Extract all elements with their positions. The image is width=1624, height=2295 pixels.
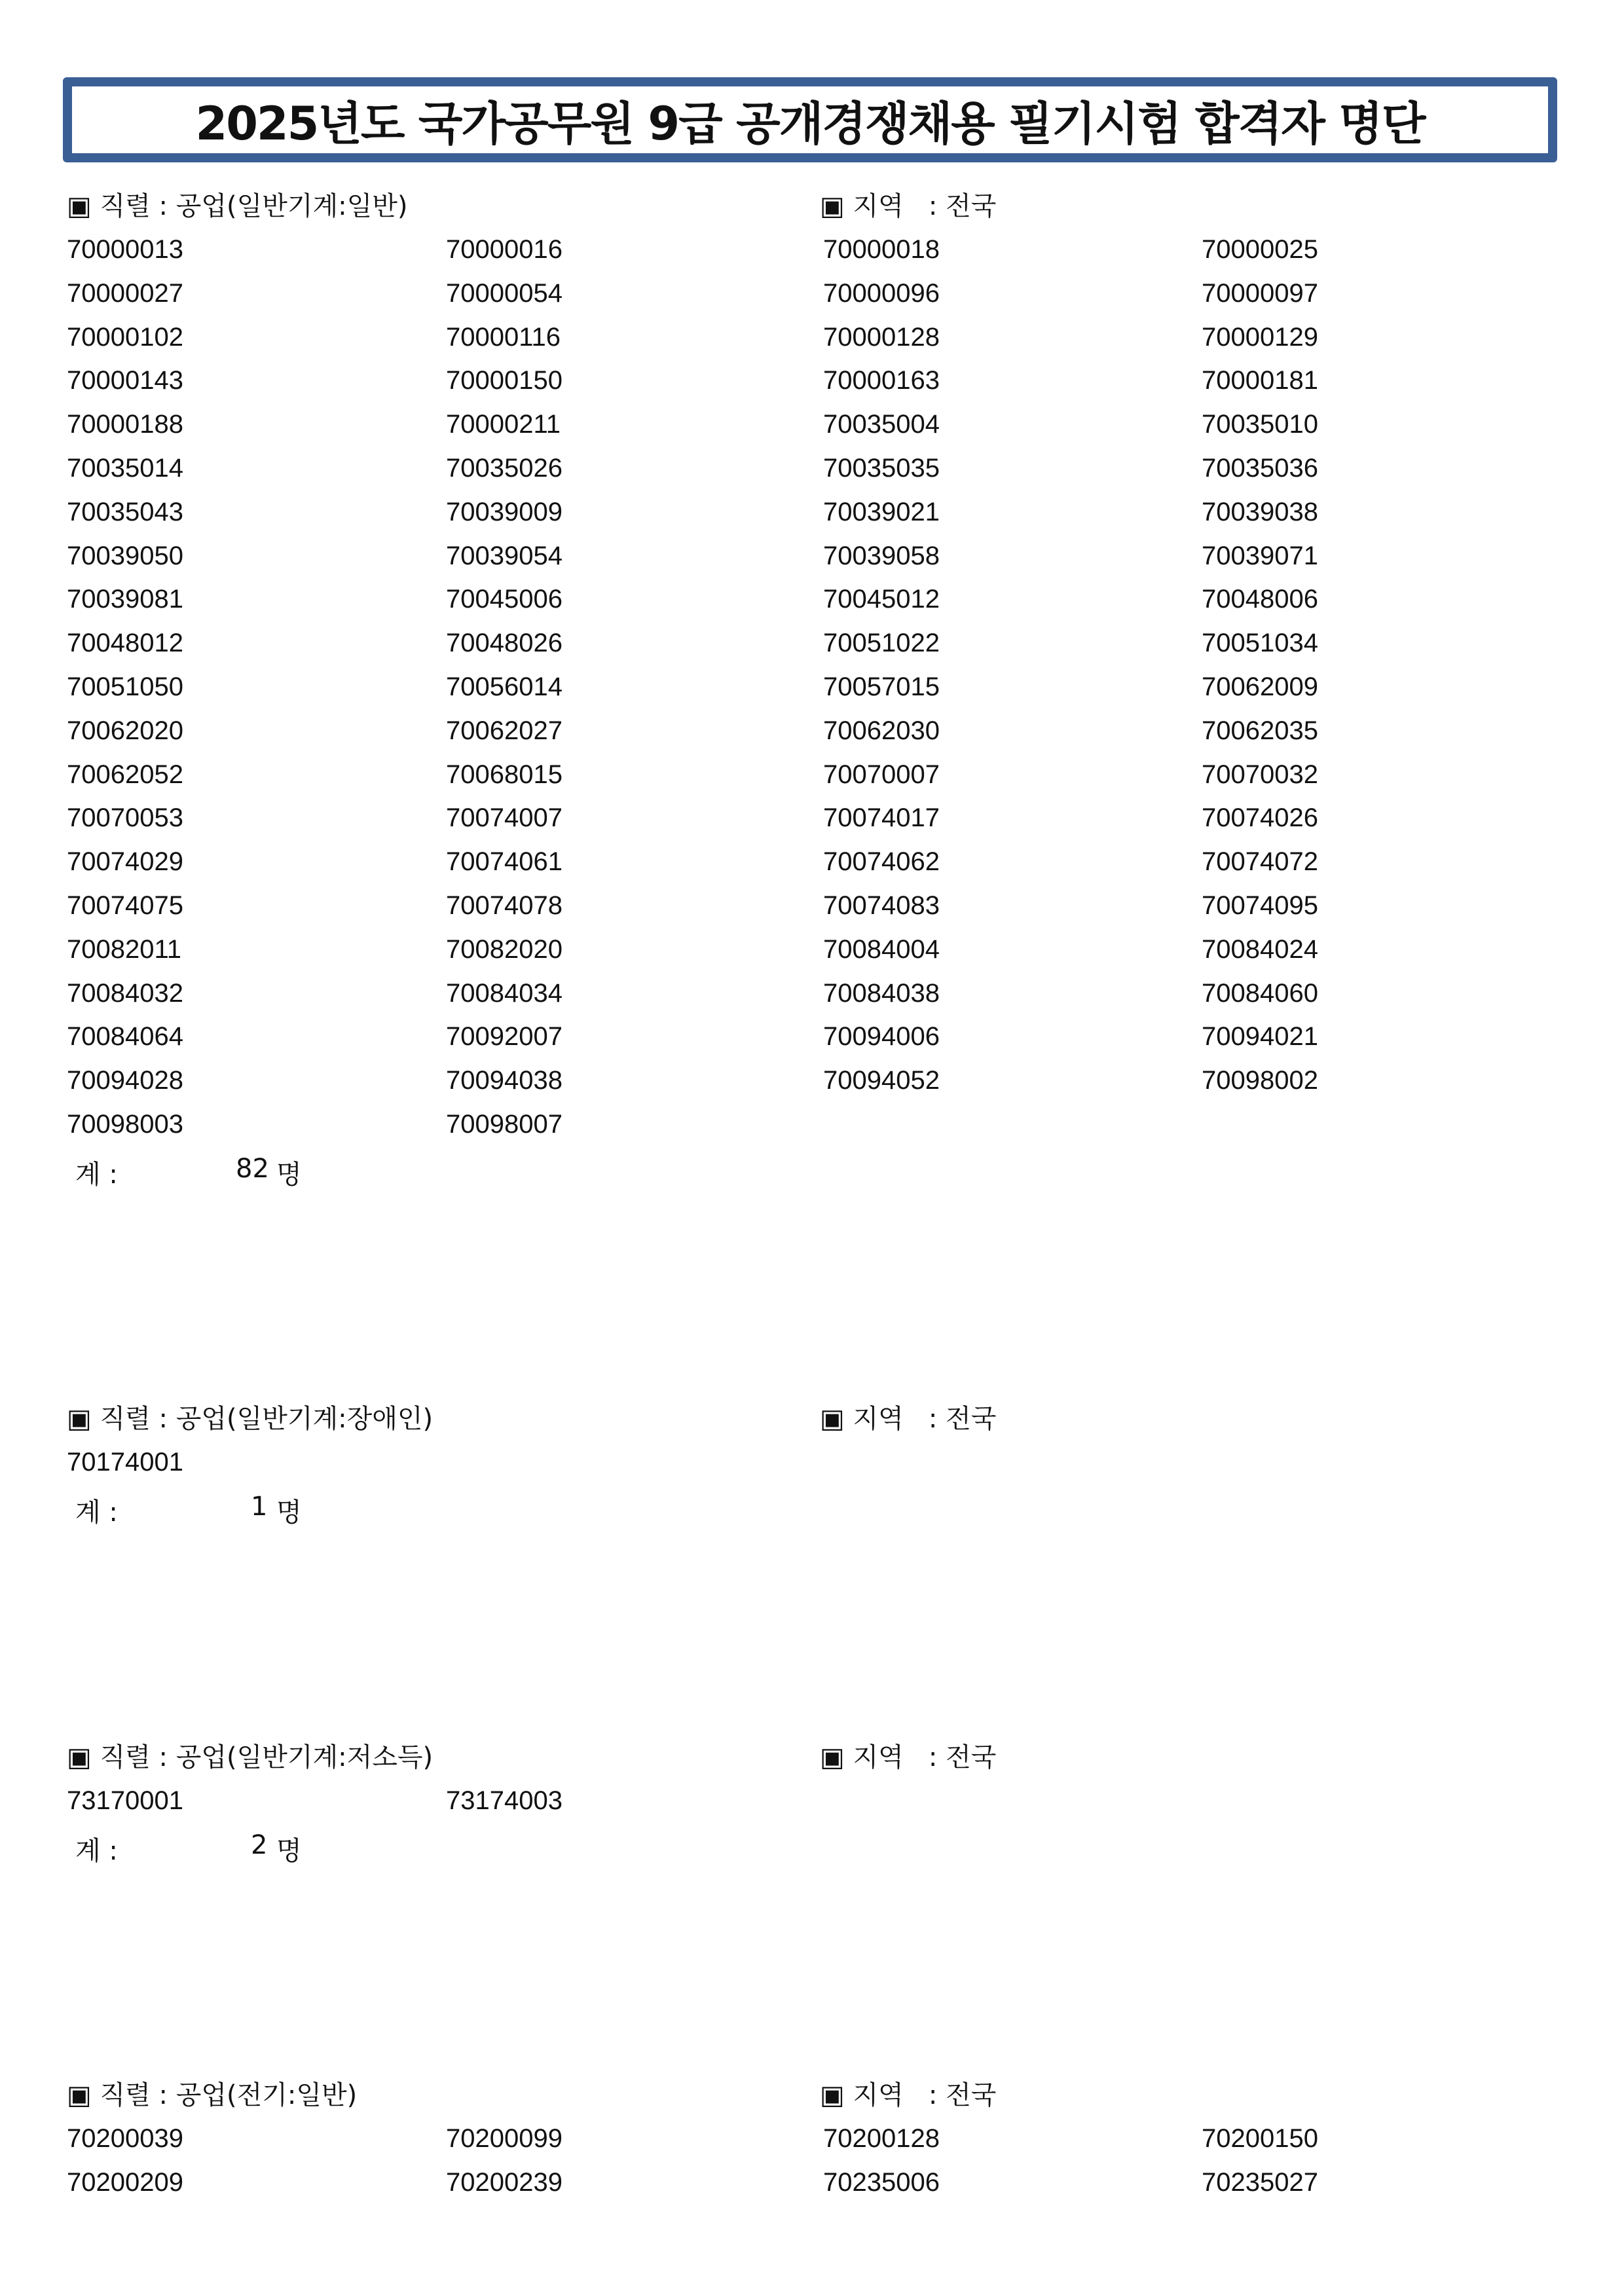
candidate-number: 70062052: [67, 760, 183, 789]
total-count: 1: [251, 1491, 268, 1522]
candidate-number: 70048006: [1202, 585, 1318, 614]
job-category-header: ▣ 직렬 : 공업(전기:일반): [67, 2080, 358, 2110]
job-category-header: ▣ 직렬 : 공업(일반기계:저소득): [67, 1742, 434, 1772]
candidate-number: 70074029: [67, 847, 183, 877]
candidate-number: 70098002: [1202, 1066, 1318, 1095]
candidate-number: 70048012: [67, 629, 183, 658]
candidate-number: 70098003: [67, 1110, 183, 1139]
candidate-number: 70035014: [67, 454, 183, 483]
candidate-number: 70084064: [67, 1022, 183, 1052]
region-header: ▣ 지역 : 전국: [820, 1404, 997, 1434]
candidate-number: 70094028: [67, 1066, 183, 1095]
candidate-number: 70200150: [1202, 2124, 1318, 2153]
candidate-number: 70094021: [1202, 1022, 1318, 1052]
region-header: ▣ 지역 : 전국: [820, 2080, 997, 2110]
candidate-number: 70000097: [1202, 278, 1318, 308]
candidate-number: 70074026: [1202, 803, 1318, 833]
candidate-number: 70051050: [67, 672, 183, 701]
candidate-number: 70074075: [67, 891, 183, 920]
candidate-number: 70051022: [823, 629, 940, 658]
candidate-number: 70035035: [823, 454, 940, 483]
candidate-number: 70094038: [446, 1066, 563, 1095]
candidate-number: 70074078: [446, 891, 563, 920]
candidate-number: 70000163: [823, 366, 940, 395]
candidate-number: 70045012: [823, 585, 940, 614]
candidate-number: 70039038: [1202, 497, 1318, 526]
candidate-number: 70082011: [67, 934, 181, 964]
candidate-number: 70062020: [67, 716, 183, 745]
candidate-number: 70000013: [67, 235, 183, 264]
region-header: ▣ 지역 : 전국: [820, 191, 997, 221]
candidate-number: 70062035: [1202, 716, 1318, 745]
candidate-number: 70200239: [446, 2167, 563, 2197]
candidate-number: 70092007: [446, 1022, 563, 1052]
candidate-number: 70035004: [823, 410, 940, 439]
candidate-number: 70039009: [446, 497, 563, 526]
candidate-number: 70000102: [67, 322, 183, 352]
candidate-number: 70000128: [823, 322, 940, 352]
candidate-number: 70000054: [446, 278, 563, 308]
candidate-number: 70074095: [1202, 891, 1318, 920]
candidate-number: 70000116: [446, 322, 561, 352]
candidate-number: 70200039: [67, 2124, 183, 2153]
candidate-number: 70000129: [1202, 322, 1318, 352]
candidate-number: 70098007: [446, 1110, 563, 1139]
candidate-number: 70084060: [1202, 978, 1318, 1008]
total-unit: 명: [276, 1497, 302, 1528]
candidate-number: 70039021: [823, 497, 940, 526]
candidate-number: 70048026: [446, 629, 563, 658]
candidate-number: 70094006: [823, 1022, 940, 1052]
candidate-number: 70039050: [67, 541, 183, 570]
title-box: [63, 77, 1557, 162]
candidate-number: 70200209: [67, 2167, 183, 2197]
total-label: 계 :: [75, 1497, 118, 1528]
candidate-number: 73170001: [67, 1786, 183, 1815]
candidate-number: 70200128: [823, 2124, 940, 2153]
candidate-number: 70039081: [67, 585, 183, 614]
candidate-number: 70094052: [823, 1066, 940, 1095]
candidate-number: 70235006: [823, 2167, 940, 2197]
total-label: 계 :: [75, 1835, 118, 1866]
candidate-number: 70235027: [1202, 2167, 1318, 2197]
candidate-number: 70000025: [1202, 235, 1318, 264]
candidate-number: 70000150: [446, 366, 563, 395]
job-category-header: ▣ 직렬 : 공업(일반기계:일반): [67, 191, 408, 221]
candidate-number: 70039054: [446, 541, 563, 570]
candidate-number: 70000188: [67, 410, 183, 439]
total-count: 2: [251, 1829, 268, 1860]
candidate-number: 73174003: [446, 1786, 563, 1815]
candidate-number: 70070053: [67, 803, 183, 833]
candidate-number: 70084024: [1202, 934, 1318, 964]
candidate-number: 70068015: [446, 760, 563, 789]
candidate-number: 70084032: [67, 978, 183, 1008]
candidate-number: 70035043: [67, 497, 183, 526]
candidate-number: 70000181: [1202, 366, 1318, 395]
candidate-number: 70074072: [1202, 847, 1318, 877]
total-label: 계 :: [75, 1159, 118, 1190]
candidate-number: 70057015: [823, 672, 940, 701]
candidate-number: 70000143: [67, 366, 183, 395]
candidate-number: 70039071: [1202, 541, 1318, 570]
candidate-number: 70070007: [823, 760, 940, 789]
candidate-number: 70000211: [446, 410, 561, 439]
candidate-number: 70062009: [1202, 672, 1318, 701]
candidate-number: 70174001: [67, 1448, 183, 1477]
region-header: ▣ 지역 : 전국: [820, 1742, 997, 1772]
candidate-number: 70035010: [1202, 410, 1318, 439]
candidate-number: 70000096: [823, 278, 940, 308]
candidate-number: 70074061: [446, 847, 563, 877]
candidate-number: 70062030: [823, 716, 940, 745]
candidate-number: 70084034: [446, 978, 563, 1008]
candidate-number: 70045006: [446, 585, 563, 614]
total-count: 82: [236, 1153, 269, 1184]
candidate-number: 70056014: [446, 672, 563, 701]
candidate-number: 70074007: [446, 803, 563, 833]
candidate-number: 70200099: [446, 2124, 563, 2153]
job-category-header: ▣ 직렬 : 공업(일반기계:장애인): [67, 1404, 434, 1434]
candidate-number: 70082020: [446, 934, 563, 964]
candidate-number: 70000016: [446, 235, 563, 264]
total-unit: 명: [276, 1159, 302, 1190]
candidate-number: 70039058: [823, 541, 940, 570]
candidate-number: 70035026: [446, 454, 563, 483]
candidate-number: 70000027: [67, 278, 183, 308]
candidate-number: 70074062: [823, 847, 940, 877]
candidate-number: 70084038: [823, 978, 940, 1008]
total-unit: 명: [276, 1835, 302, 1866]
candidate-number: 70070032: [1202, 760, 1318, 789]
candidate-number: 70000018: [823, 235, 940, 264]
candidate-number: 70051034: [1202, 629, 1318, 658]
candidate-number: 70074083: [823, 891, 940, 920]
candidate-number: 70062027: [446, 716, 563, 745]
candidate-number: 70074017: [823, 803, 940, 833]
candidate-number: 70084004: [823, 934, 940, 964]
page-title: 2025년도 국가공무원 9급 공개경쟁채용 필기시험 합격자 명단: [195, 96, 1425, 151]
candidate-number: 70035036: [1202, 454, 1318, 483]
